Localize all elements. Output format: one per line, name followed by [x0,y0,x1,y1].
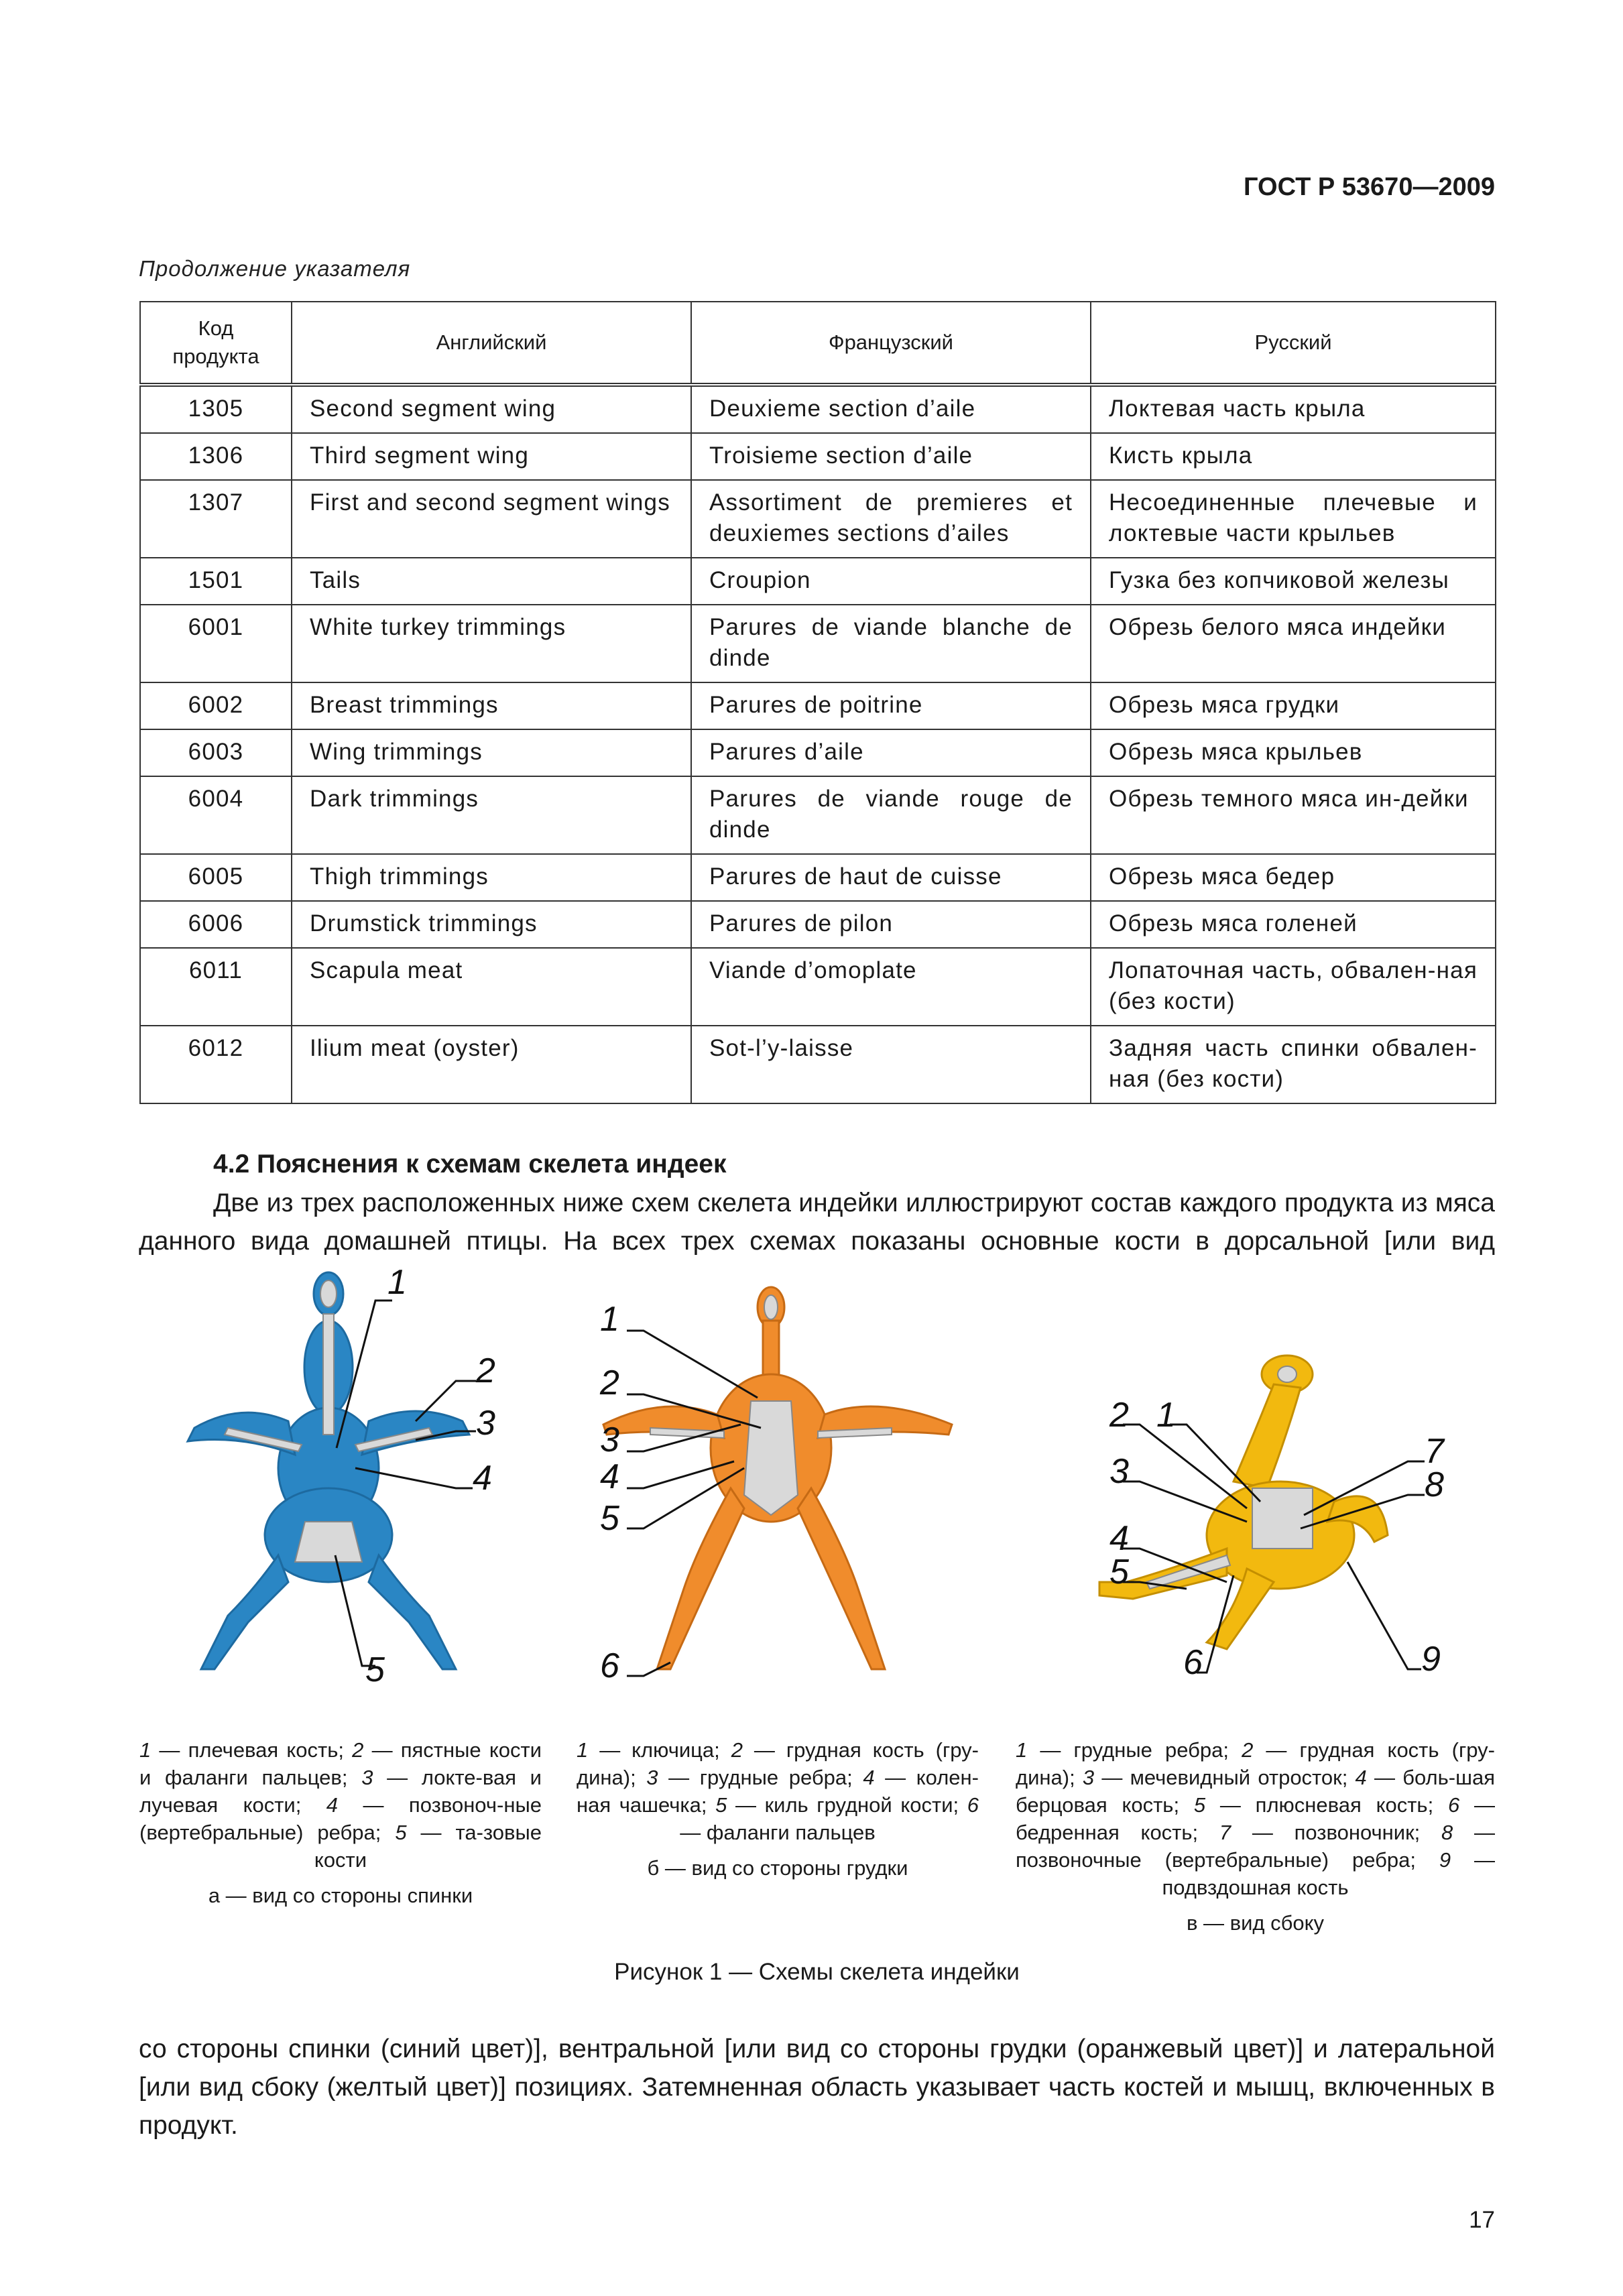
figure-a-view-label: а — вид со стороны спинки [208,1884,473,1907]
cell-russian: Обрезь мяса бедер [1091,854,1496,901]
cell-russian: Обрезь темного мяса ин-дейки [1091,776,1496,854]
cell-russian: Задняя часть спинки обвален-ная (без кости) [1091,1026,1496,1103]
fig-b-label-1: 1 [600,1300,619,1339]
caption-item-number: 5 [395,1821,407,1844]
fig-a-label-5: 5 [365,1650,385,1689]
figure-b-view-label: б — вид со стороны грудки [647,1856,908,1880]
caption-item-text: — грудная кость (гру-дина); [1016,1738,1495,1789]
header-english: Английский [292,302,691,385]
caption-item-number: 9 [1439,1848,1451,1872]
caption-item-number: 1 [139,1738,152,1762]
cell-french: Troisieme section d’aile [691,433,1091,480]
cell-french: Parures de viande blanche de dinde [691,605,1091,682]
cell-english: Scapula meat [292,948,691,1026]
fig-c-label-9: 9 [1421,1640,1441,1679]
fig-a-label-3: 3 [476,1404,495,1443]
continuation-label: Продолжение указателя [139,256,411,281]
table-header-row [140,302,1496,385]
caption-item-number: 4 [1355,1766,1367,1789]
figure-a-caption [139,1736,542,1909]
caption-item-text: — ключица; [588,1738,731,1762]
table-row [140,385,1496,433]
cell-english: Wing trimmings [292,729,691,776]
skeleton-dorsal-labels [161,1267,577,1709]
caption-item-number: 5 [1193,1793,1206,1817]
fig-c-label-2: 2 [1109,1396,1129,1435]
body-paragraph-1: Две из трех расположенных ниже схем скелета индейки иллюстрируют состав каждого продукта из мяса данного вида домашней птицы. На всех трех схемах показаны основные кости в дорсальной [или вид [139,1189,1495,1256]
figure-b-caption [577,1736,979,1882]
cell-french: Parures de pilon [691,901,1091,948]
table-row [140,433,1496,480]
fig-b-label-4: 4 [600,1457,619,1496]
cell-english: Third segment wing [292,433,691,480]
cell-english: Tails [292,558,691,605]
caption-item-text: — позвоночные (вертебральные) ребра; [1016,1821,1495,1872]
cell-code: 6005 [140,854,292,901]
header-french: Французский [691,302,1091,385]
caption-item-text: — фаланги пальцев [680,1821,876,1844]
header-russian: Русский [1091,302,1496,385]
caption-item-text: — грудная кость (гру-дина); [577,1738,979,1789]
cell-french: Assortiment de premieres et deuxiemes sections d’ailes [691,480,1091,558]
caption-item-text: — грудные ребра; [658,1766,863,1789]
table-row [140,605,1496,682]
caption-item-text: — бедренная кость; [1016,1793,1495,1844]
caption-item-number: 3 [646,1766,658,1789]
cell-english: Dark trimmings [292,776,691,854]
fig-c-label-6: 6 [1183,1643,1203,1682]
caption-item-number: 4 [863,1766,875,1789]
figure-c-caption [1016,1736,1495,1937]
caption-item-text: — киль грудной кости; [727,1793,967,1817]
figure-title: Рисунок 1 — Схемы скелета индейки [614,1959,1020,1985]
table-row [140,558,1496,605]
cell-code: 1306 [140,433,292,480]
cell-russian: Обрезь мяса грудки [1091,682,1496,729]
cell-code: 6003 [140,729,292,776]
cell-russian: Обрезь мяса крыльев [1091,729,1496,776]
table-row [140,1026,1496,1103]
fig-c-label-5: 5 [1109,1553,1129,1591]
caption-item-text: — плюсневая кость; [1205,1793,1448,1817]
caption-item-text: — колен-ная чашечка; [577,1766,979,1817]
cell-code: 6002 [140,682,292,729]
fig-c-label-1: 1 [1156,1396,1176,1435]
caption-item-number: 1 [1016,1738,1028,1762]
caption-item-text: — позвоноч-ные (вертебральные) ребра; [139,1793,542,1844]
cell-code: 6004 [140,776,292,854]
caption-item-text: — боль-шая берцовая кость; [1016,1766,1495,1817]
caption-item-text: — грудные ребра; [1027,1738,1242,1762]
table-row [140,776,1496,854]
cell-russian: Обрезь белого мяса индейки [1091,605,1496,682]
table-row [140,854,1496,901]
fig-a-label-2: 2 [476,1351,495,1390]
section-title: 4.2 Пояснения к схемам скелета индеек [213,1150,727,1179]
caption-item-number: 1 [577,1738,589,1762]
table-row [140,682,1496,729]
cell-code: 6006 [140,901,292,948]
cell-french: Sot-l’y-laisse [691,1026,1091,1103]
caption-item-number: 2 [1242,1738,1254,1762]
caption-item-text: — мечевидный отросток; [1094,1766,1356,1789]
cell-english: Second segment wing [292,385,691,433]
cell-code: 1307 [140,480,292,558]
caption-item-number: 8 [1441,1821,1453,1844]
fig-b-label-2: 2 [600,1364,619,1402]
fig-c-label-8: 8 [1425,1465,1444,1504]
fig-c-label-3: 3 [1109,1452,1129,1491]
caption-item-number: 6 [967,1793,979,1817]
cell-russian: Несоединенные плечевые и локтевые части крыльев [1091,480,1496,558]
caption-item-number: 7 [1219,1821,1231,1844]
caption-item-number: 4 [326,1793,339,1817]
cell-code: 6011 [140,948,292,1026]
cell-english: White turkey trimmings [292,605,691,682]
cell-code: 1305 [140,385,292,433]
caption-item-text: — та-зовые кости [314,1821,542,1872]
table-row [140,948,1496,1026]
caption-item-text: — позвоночник; [1231,1821,1441,1844]
skeleton-lateral-labels [1073,1267,1475,1709]
cell-english: Ilium meat (oyster) [292,1026,691,1103]
cell-code: 6012 [140,1026,292,1103]
cell-english: Drumstick trimmings [292,901,691,948]
caption-item-number: 2 [352,1738,364,1762]
table-row [140,901,1496,948]
caption-item-text: — плечевая кость; [151,1738,353,1762]
cell-russian: Гузка без копчиковой железы [1091,558,1496,605]
caption-item-number: 3 [361,1766,373,1789]
caption-item-text: — подвздошная кость [1162,1848,1495,1899]
cell-russian: Кисть крыла [1091,433,1496,480]
cell-english: First and second segment wings [292,480,691,558]
caption-item-text: — локте-вая и лучевая кости; [139,1766,542,1817]
header-code: Код продукта [140,302,292,385]
fig-b-label-6: 6 [600,1646,619,1685]
document-header: ГОСТ Р 53670—2009 [1244,173,1495,201]
cell-french: Parures d’aile [691,729,1091,776]
cell-french: Croupion [691,558,1091,605]
fig-a-label-1: 1 [387,1267,407,1302]
cell-russian: Локтевая часть крыла [1091,385,1496,433]
cell-english: Breast trimmings [292,682,691,729]
cell-french: Deuxieme section d’aile [691,385,1091,433]
table-row [140,729,1496,776]
fig-c-label-4: 4 [1109,1519,1129,1558]
cell-russian: Лопаточная часть, обвален-ная (без кости) [1091,948,1496,1026]
cell-russian: Обрезь мяса голеней [1091,901,1496,948]
cell-code: 1501 [140,558,292,605]
caption-item-number: 3 [1082,1766,1095,1789]
fig-a-label-4: 4 [473,1459,492,1498]
cell-french: Parures de haut de cuisse [691,854,1091,901]
caption-item-number: 2 [731,1738,743,1762]
fig-b-label-5: 5 [600,1499,619,1538]
page-number: 17 [1469,2207,1495,2233]
product-index-table [139,301,1496,1104]
table-row [140,480,1496,558]
fig-c-label-7: 7 [1425,1432,1444,1471]
fig-b-label-3: 3 [600,1421,619,1459]
caption-item-number: 6 [1447,1793,1460,1817]
cell-french: Parures de viande rouge de dinde [691,776,1091,854]
skeleton-ventral-labels [590,1267,965,1709]
cell-french: Parures de poitrine [691,682,1091,729]
body-paragraph-2: со стороны спинки (синий цвет)], вентральной [или вид со стороны грудки (оранжевый цвет)] и латеральной [или вид сбоку (желтый цвет)] позициях. Затемненная область указывает часть костей и мышц, включенных в продукт. [139,2035,1495,2140]
caption-item-text: — пястные кости и фаланги пальцев; [139,1738,542,1789]
cell-french: Viande d’omoplate [691,948,1091,1026]
figure-c-view-label: в — вид сбоку [1186,1911,1325,1935]
caption-item-number: 5 [715,1793,727,1817]
cell-code: 6001 [140,605,292,682]
cell-english: Thigh trimmings [292,854,691,901]
